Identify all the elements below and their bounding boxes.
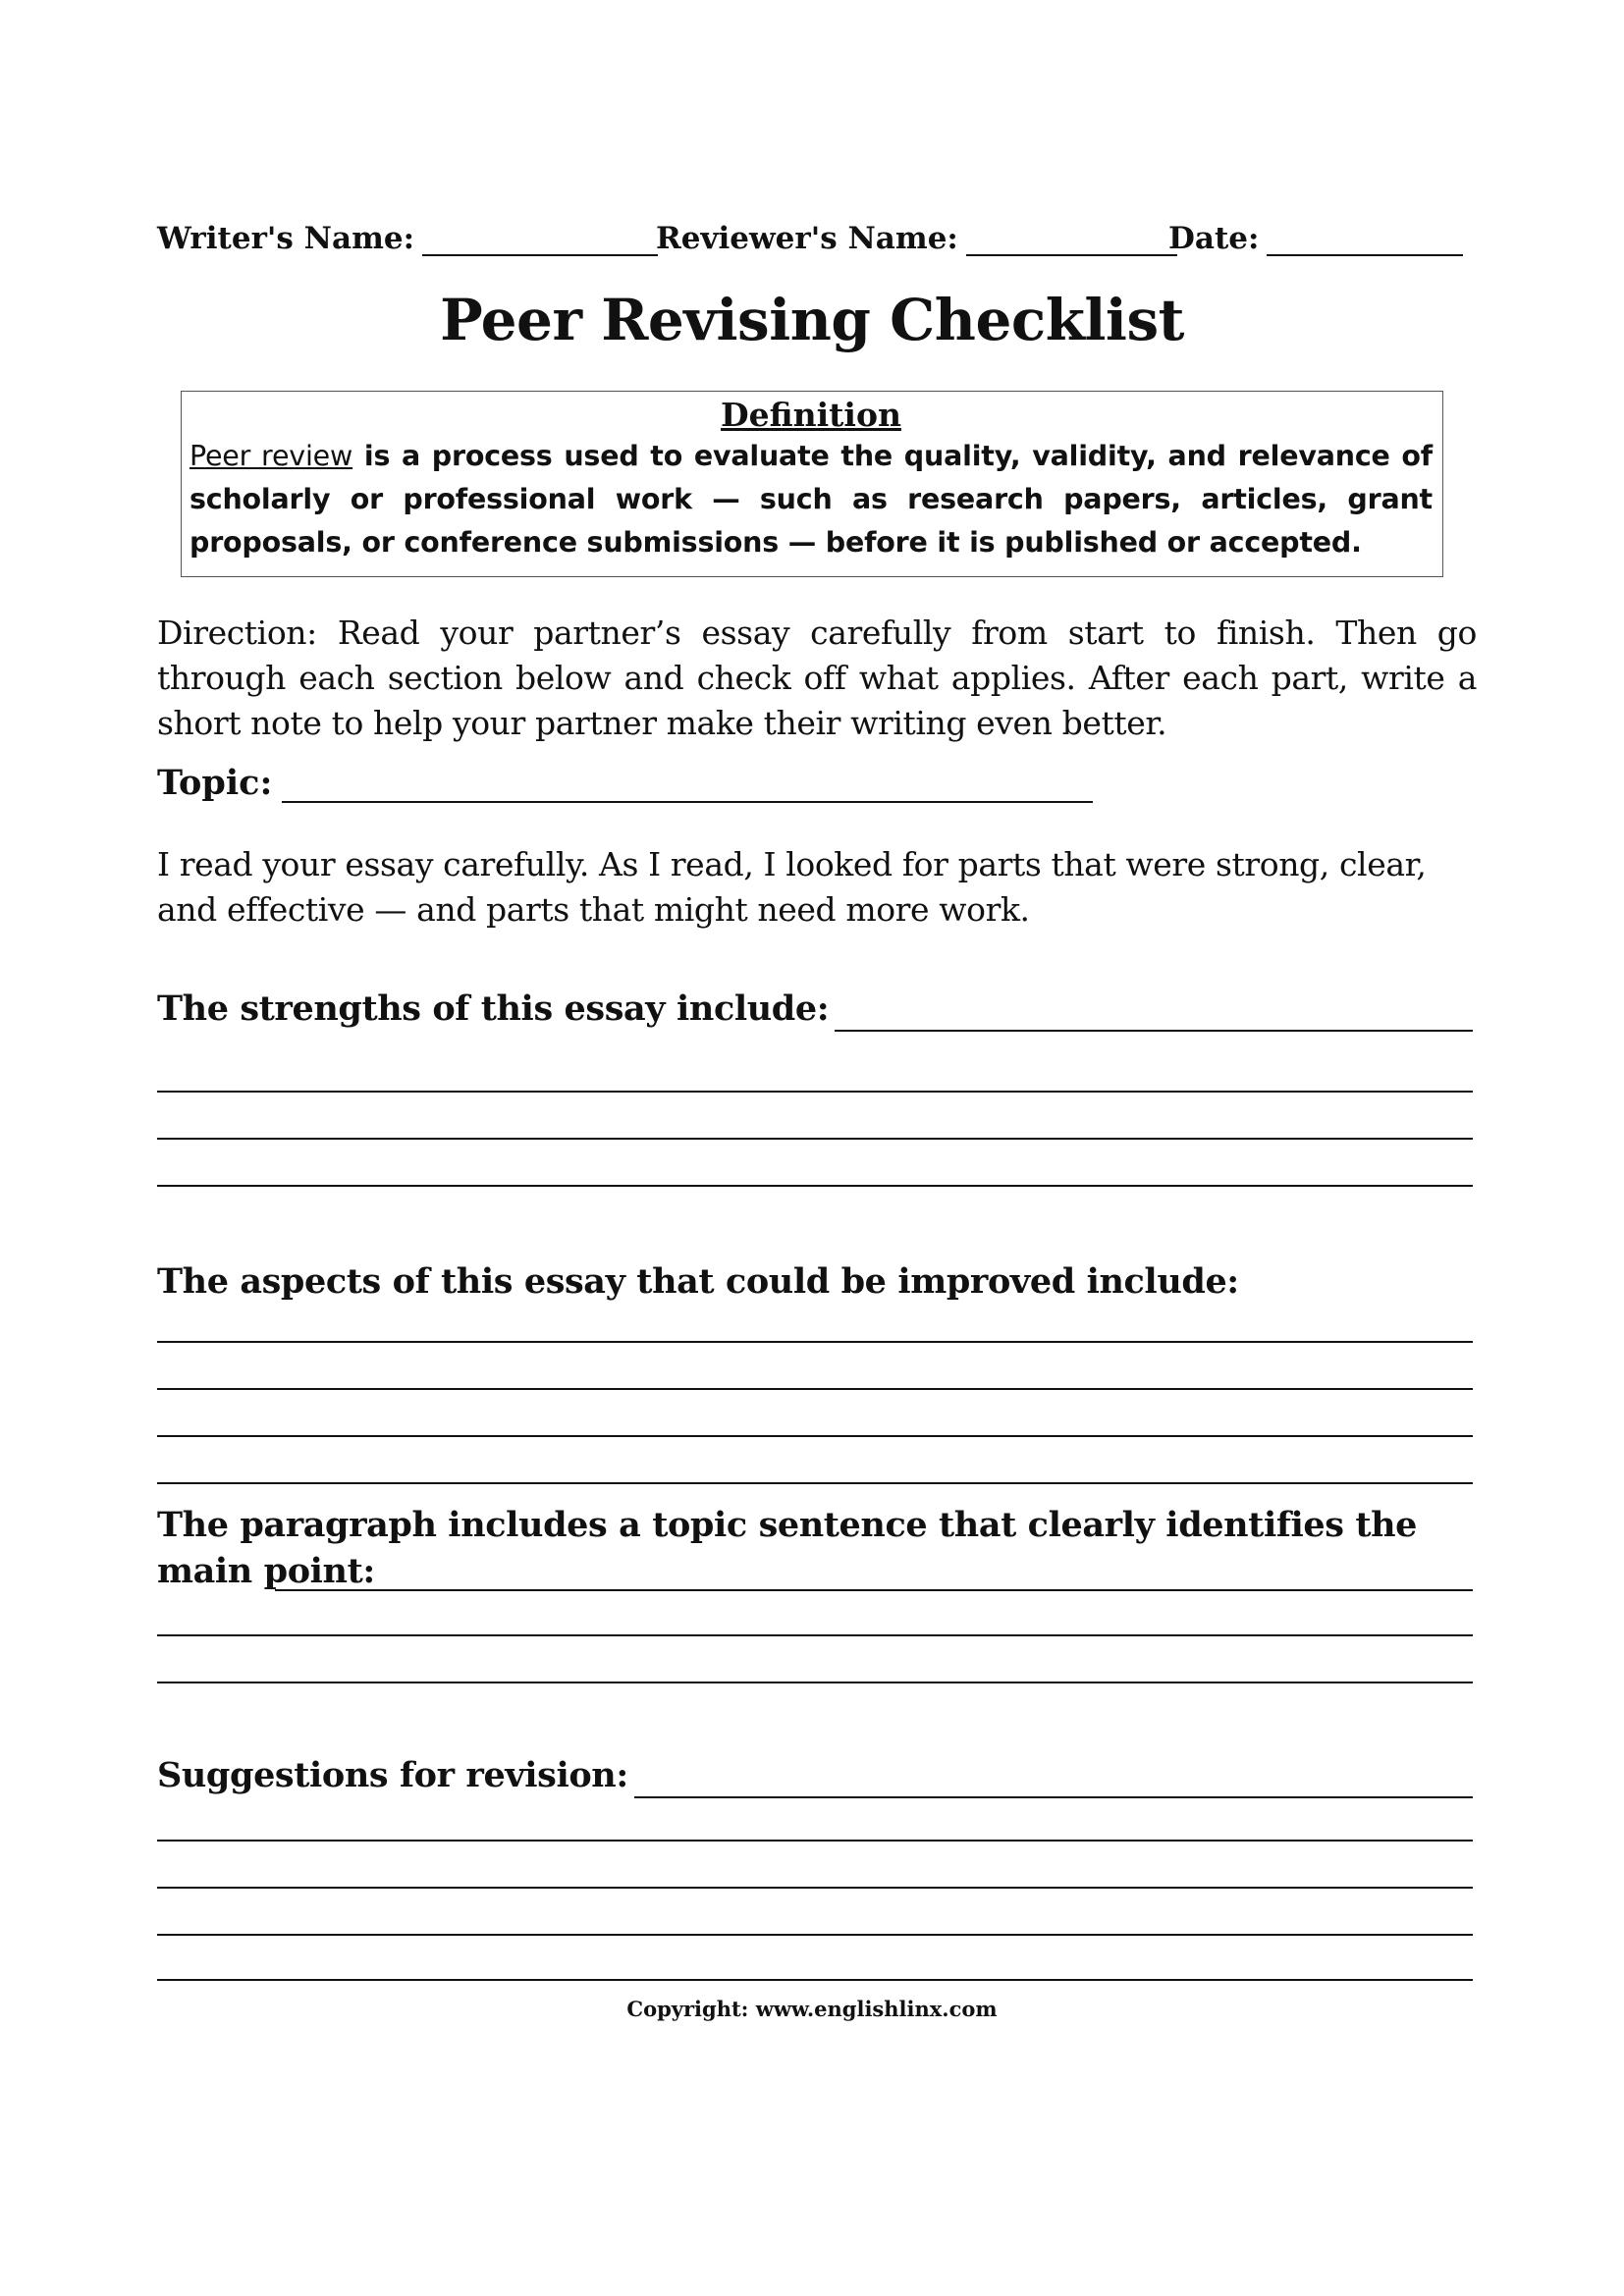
topic-sentence-label: The paragraph includes a topic sentence that clearly identifies the main point: (157, 1505, 1418, 1591)
writer-name-field (157, 221, 658, 256)
writer-name-label: Writer's Name: (157, 221, 415, 256)
date-field (1168, 221, 1463, 256)
definition-term: Peer review (189, 440, 353, 472)
reviewer-name-field (656, 221, 1177, 256)
suggestions-label: Suggestions for revision: (157, 1755, 628, 1795)
writer-name-blank[interactable] (422, 225, 658, 256)
strengths-label: The strengths of this essay include: (157, 988, 830, 1029)
date-blank[interactable] (1267, 225, 1463, 256)
definition-box (181, 391, 1443, 577)
copyright-footer: Copyright: www.englishlinx.com (626, 1997, 998, 2021)
header-fields (157, 221, 1473, 264)
topic-sentence-blank[interactable] (275, 1589, 1473, 1591)
topic-label: Topic: (157, 763, 273, 803)
topic-field (157, 763, 1093, 803)
definition-text (189, 435, 1433, 564)
reviewer-name-blank[interactable] (966, 225, 1177, 256)
improvements-label: The aspects of this essay that could be improved include: (157, 1261, 1239, 1302)
topic-sentence-line[interactable] (157, 1634, 1473, 1636)
definition-body: is a process used to evaluate the quality, validity, and relevance of scholarly or professional work — such as research papers, articles, grant proposals, or conference submissions — before it is published or accepted. (189, 440, 1433, 559)
improvements-line[interactable] (157, 1482, 1473, 1484)
definition-heading: Definition (721, 396, 901, 434)
strengths-prompt (157, 986, 1473, 1032)
improvements-line[interactable] (157, 1341, 1473, 1343)
strengths-line[interactable] (157, 1091, 1473, 1093)
improvements-line[interactable] (157, 1435, 1473, 1437)
strengths-blank[interactable] (835, 996, 1473, 1032)
suggestions-blank[interactable] (634, 1763, 1473, 1798)
suggestions-prompt (157, 1752, 1473, 1798)
improvements-prompt (157, 1258, 1473, 1305)
strengths-line[interactable] (157, 1138, 1473, 1140)
strengths-line[interactable] (157, 1185, 1473, 1187)
suggestions-line[interactable] (157, 1840, 1473, 1842)
suggestions-line[interactable] (157, 1887, 1473, 1889)
topic-sentence-line[interactable] (157, 1682, 1473, 1683)
topic-blank[interactable] (282, 768, 1093, 803)
suggestions-line[interactable] (157, 1979, 1473, 1981)
intro-text: I read your essay carefully. As I read, I looked for parts that were strong, clear, and effective — and parts that might need more work. (157, 845, 1427, 929)
improvements-line[interactable] (157, 1388, 1473, 1390)
date-label: Date: (1168, 221, 1260, 256)
suggestions-line[interactable] (157, 1934, 1473, 1936)
direction-text: Direction: Read your partner’s essay carefully from start to finish. Then go through each section below and check off what applies. After each part, write a short note to help your partner make their writing even better. (157, 614, 1477, 742)
topic-sentence-prompt (157, 1502, 1473, 1594)
page-title: Peer Revising Checklist (440, 287, 1184, 353)
reviewer-name-label: Reviewer's Name: (656, 221, 958, 256)
